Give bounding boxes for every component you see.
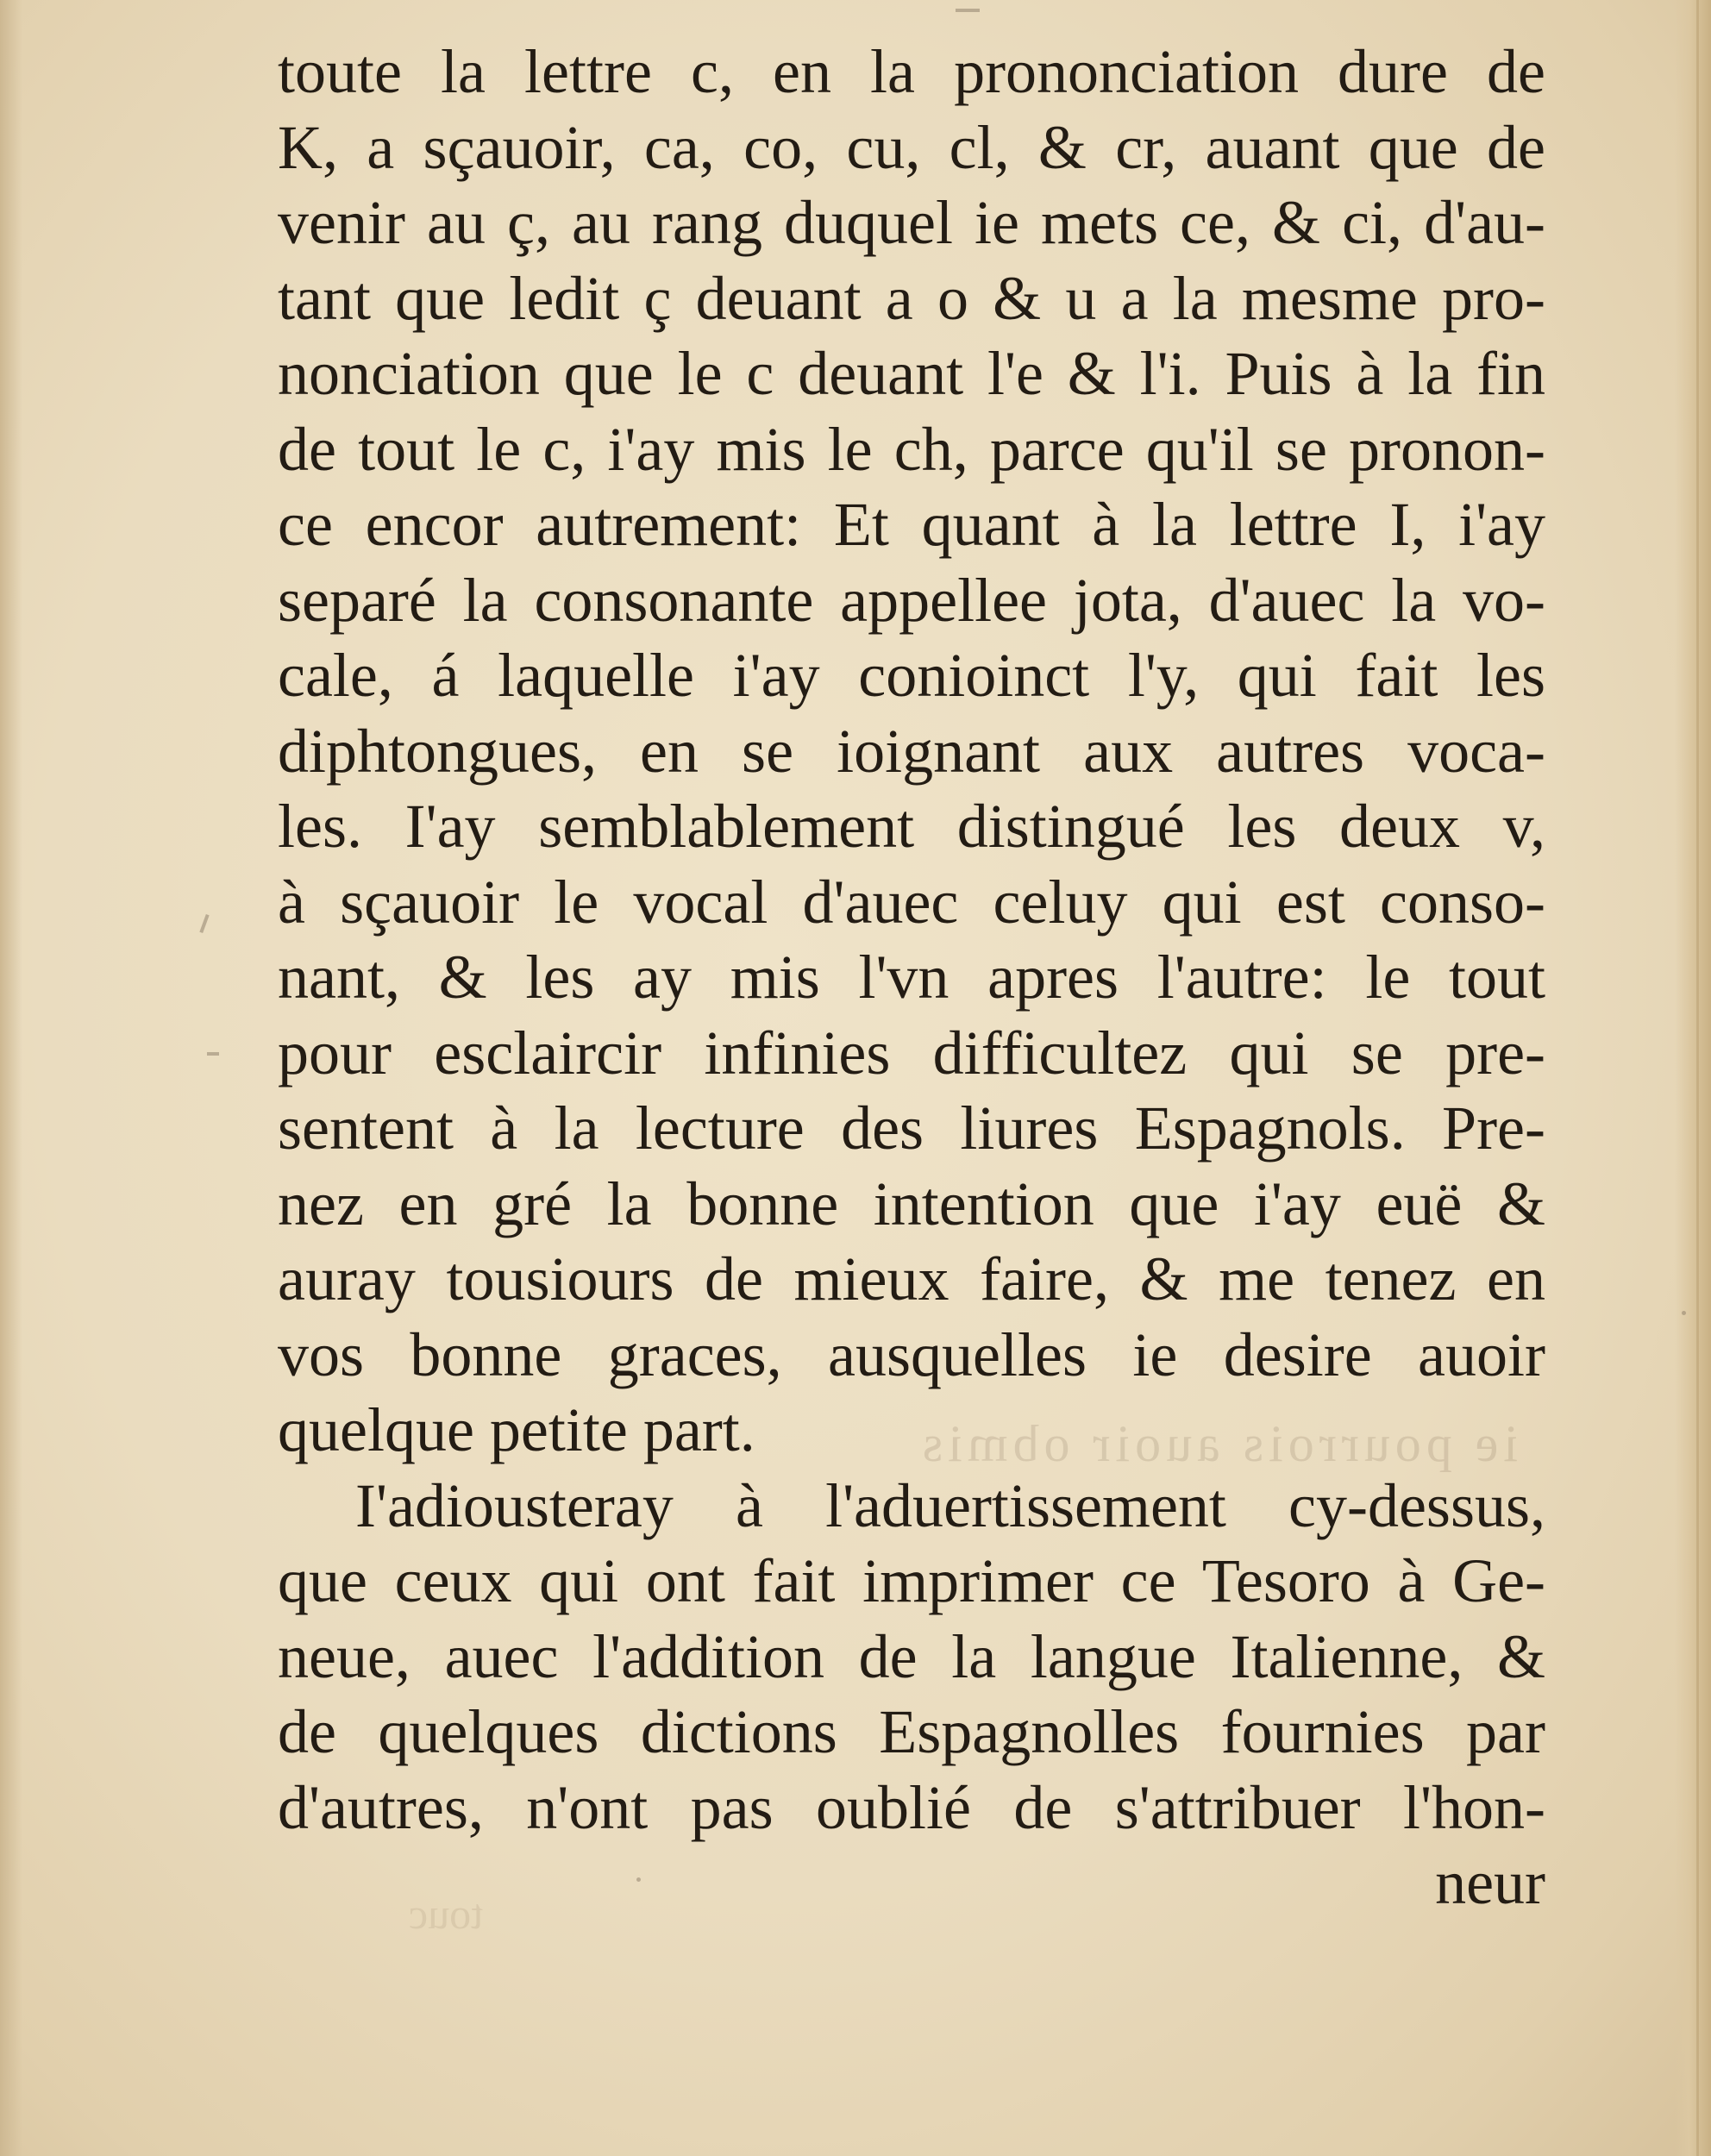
- text-line: neue, auec l'addition de la langue Italienne, &: [278, 1621, 1545, 1691]
- text-line: auray tousiours de mieux faire, & me tenez en: [278, 1244, 1545, 1313]
- text-line: vos bonne graces, ausquelles ie desire auoir: [278, 1319, 1545, 1389]
- page-right-edge-line: [1696, 0, 1699, 2156]
- text-line: toute la lettre c, en la prononciation dure de: [278, 37, 1545, 106]
- margin-mark: [199, 914, 209, 933]
- text-line: les. I'ay semblablement distingué les deux v,: [278, 792, 1545, 861]
- text-line: de tout le c, i'ay mis le ch, parce qu'il se pronon-: [278, 414, 1545, 484]
- text-line: cale, á laquelle i'ay conioinct l'y, qui fait les: [278, 641, 1545, 710]
- bleed-through-texture: ie pourrois auoir obmis: [917, 1415, 1518, 1472]
- text-line: sentent à la lecture des liures Espagnols. Pre-: [278, 1094, 1545, 1163]
- margin-speck: [1682, 1311, 1686, 1315]
- text-block: [278, 34, 1545, 1921]
- text-line: d'autres, n'ont pas oublié de s'attribuer l'hon-: [278, 1772, 1545, 1842]
- text-line: nez en gré la bonne intention que i'ay euë &: [278, 1169, 1545, 1238]
- page-right-edge: [1675, 0, 1711, 2156]
- text-line: nant, & les ay mis l'vn apres l'autre: le tout: [278, 943, 1545, 1012]
- text-line: quelque petite part.: [278, 1395, 755, 1464]
- text-line: que ceux qui ont fait imprimer ce Tesoro à Ge-: [278, 1546, 1545, 1615]
- text-line: diphtongues, en se ioignant aux autres voca-: [278, 716, 1545, 786]
- text-line: nonciation que le c deuant l'e & l'i. Puis à la fin: [278, 339, 1545, 408]
- text-line: de quelques dictions Espagnolles fournies par: [278, 1697, 1545, 1766]
- page-left-edge: [0, 0, 22, 2156]
- text-line: pour esclaircir infinies difficultez qui se pre-: [278, 1018, 1545, 1087]
- margin-mark: [956, 9, 980, 12]
- text-line: venir au ç, au rang duquel ie mets ce, & ci, d'au-: [278, 188, 1545, 257]
- text-line: tant que ledit ç deuant a o & u a la mesme pro-: [278, 263, 1545, 333]
- bleed-through-texture-2: touc: [408, 1890, 483, 1938]
- text-line: K, a sçauoir, ca, co, cu, cl, & cr, auant que de: [278, 112, 1545, 182]
- catchword: neur: [1435, 1848, 1545, 1917]
- text-line: separé la consonante appellee jota, d'auec la vo-: [278, 565, 1545, 635]
- text-line: ce encor autrement: Et quant à la lettre I, i'ay: [278, 490, 1545, 559]
- text-line: à sçauoir le vocal d'auec celuy qui est conso-: [278, 867, 1545, 937]
- text-line: I'adiousteray à l'aduertissement cy-dessus,: [355, 1470, 1545, 1540]
- margin-mark: [207, 1052, 219, 1056]
